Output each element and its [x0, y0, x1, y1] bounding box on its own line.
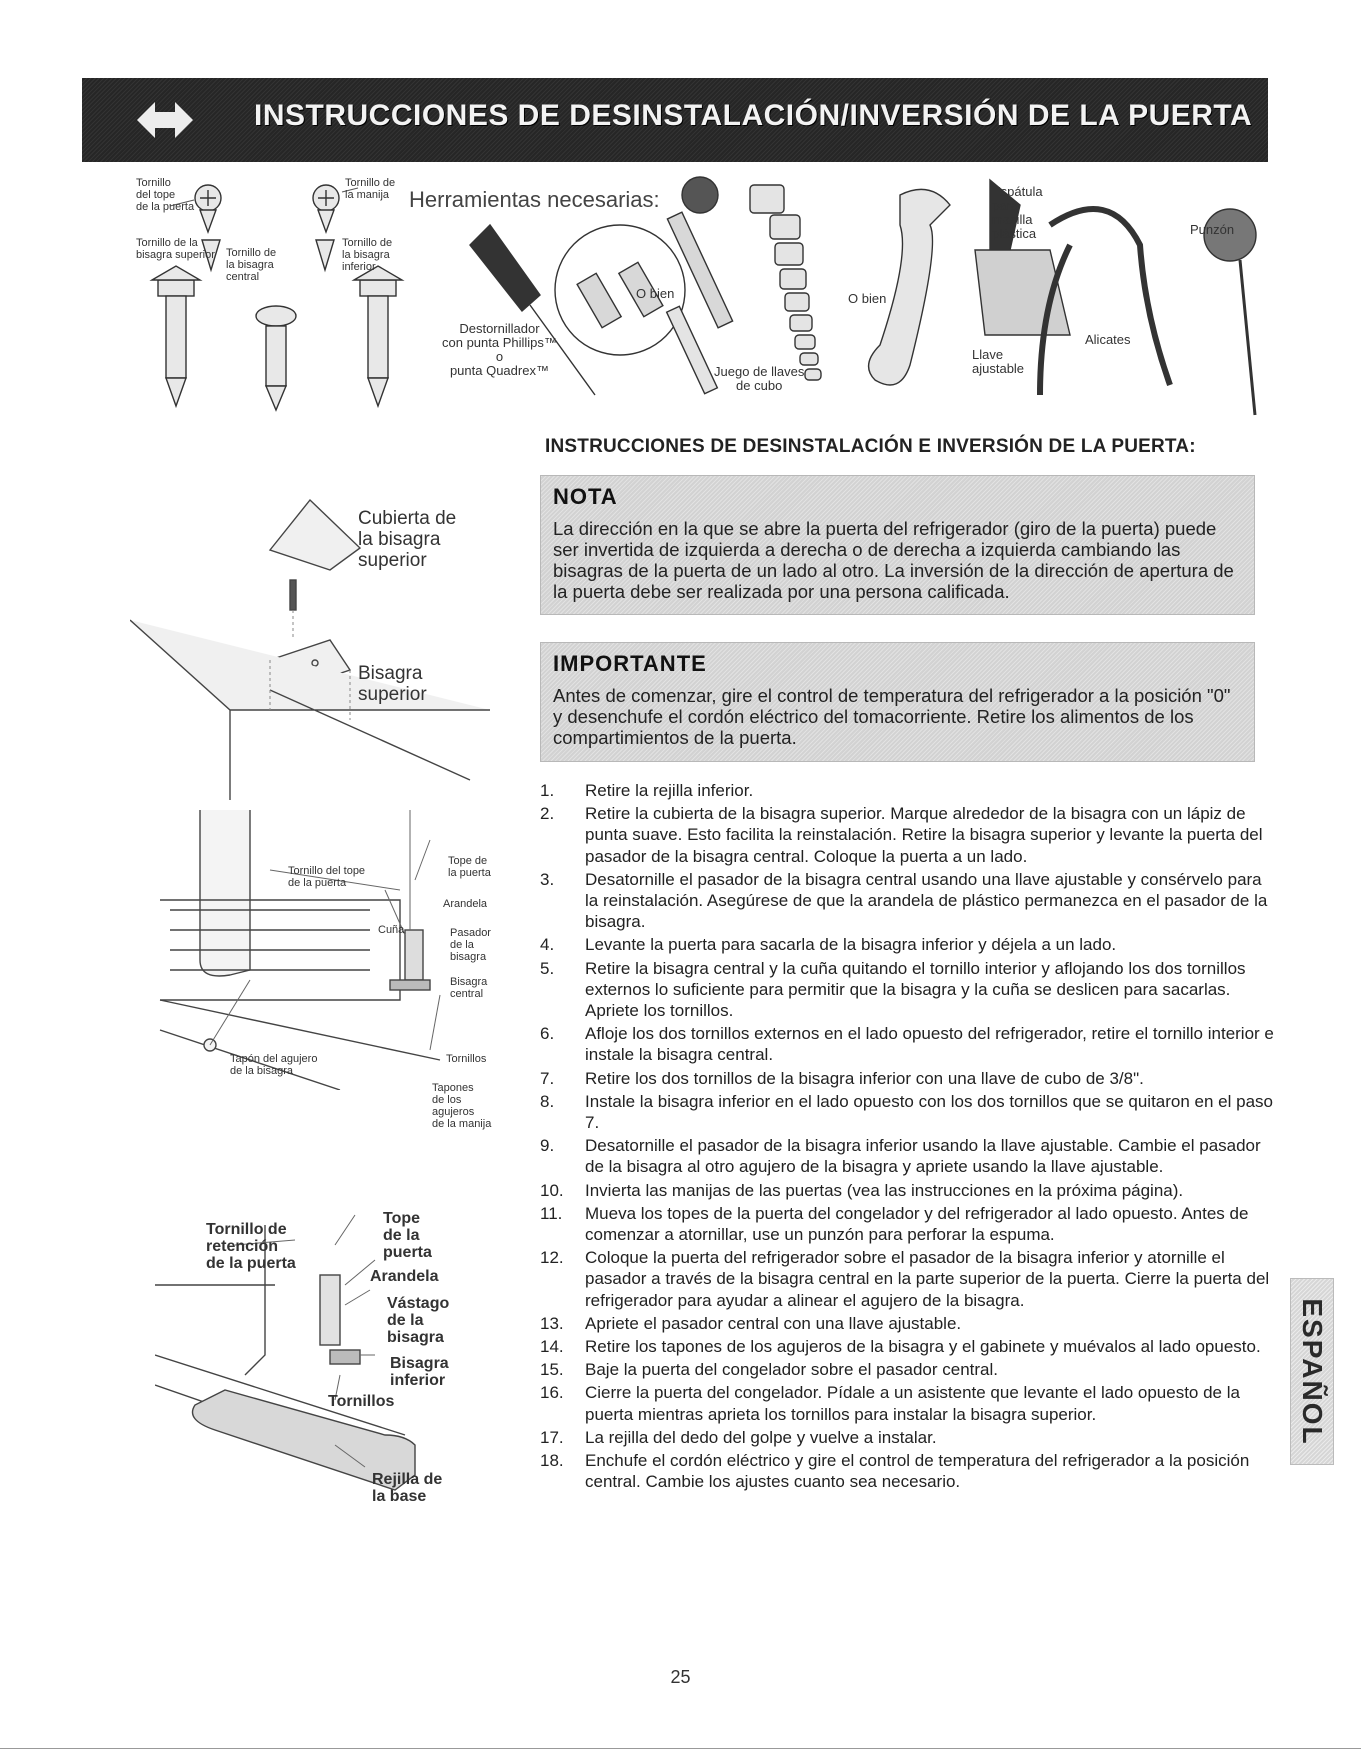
hinge-cover-label: Cubierta de la bisagra superior — [358, 508, 457, 571]
wrench-label: Llave ajustable — [972, 347, 1025, 376]
list-item: 9. Desatornille el pasador de la bisagra inferior usando la llave ajustable. Cambie el pasador de la bisagra al otro agujero de la bisagra y apriete usando la llave ajustable. — [540, 1136, 1261, 1177]
footer-divider — [0, 1748, 1361, 1749]
bot-base-grille-label: Rejilla de la base — [372, 1471, 443, 1505]
mid-door-stop-label: Tope de la puerta — [448, 855, 491, 879]
mid-center-hinge-label: Bisagra central — [450, 976, 488, 1000]
bot-retention-screw-label: Tornillo de retención de la puerta — [206, 1221, 296, 1272]
list-item: 15. Baje la puerta del congelador sobre el pasador central. — [540, 1360, 998, 1380]
list-item: 13. Apriete el pasador central con una llave ajustable. — [540, 1313, 962, 1333]
list-item: 8. Instale la bisagra inferior en el lado opuesto con los dos tornillos que se quitaron en el paso 7. — [540, 1091, 1273, 1133]
list-item: 17. La rejilla del dedo del golpe y vuelve a instalar. — [540, 1427, 937, 1447]
language-label: ESPAÑOL — [1297, 1297, 1328, 1446]
list-item: 2. Retire la cubierta de la bisagra superior. Marque alrededor de la bisagra con un lápiz de punta suave. Esto facilita la reinstalación. Retire la bisagra superior y levante la puerta del pasador de la bisagra central. Coloque la puerta a un lado. — [540, 804, 1263, 866]
top-hinge-label: Bisagra superior — [358, 663, 427, 705]
list-item: 16. Cierre la puerta del congelador. Pídale a un asistente que levante el lado opuesto de la puerta mientras aprieta los tornillos para instalar la bisagra superior. — [540, 1383, 1240, 1424]
bot-washer-label: Arandela — [370, 1268, 439, 1285]
list-item: 11. Mueva los topes de la puerta del congelador y del refrigerador al lado opuesto. Antes de comenzar a atornillar, use un punzón para perforar la espuma. — [540, 1203, 1249, 1245]
important-box — [540, 642, 1255, 762]
center-hinge-screw-label: Tornillo de la bisagra central — [226, 247, 277, 283]
list-item: 12. Coloque la puerta del refrigerador sobre el pasador de la bisagra inferior y atornille el pasador a través de la bisagra central en la parte superior de la puerta. Cierre la puerta del refrigerador para ayudar a alinear el agujero de la bisagra. — [540, 1248, 1270, 1310]
list-item: 7. Retire los dos tornillos de la bisagra inferior con una llave de cubo de 3/8". — [540, 1068, 1144, 1088]
handle-screw-label: Tornillo de la manija — [345, 177, 396, 201]
upper-hinge-screw-label: Tornillo de la bisagra superior — [136, 237, 215, 261]
list-item: 6. Afloje los dos tornillos externos en el lado opuesto del refrigerador, retire el tornillo interior e instale la bisagra central. — [540, 1024, 1274, 1065]
list-item: 18. Enchufe el cordón eléctrico y gire el control de temperatura del refrigerador a la posición central. Cambie los ajustes cuanto sea necesario. — [540, 1451, 1250, 1492]
list-item: 3. Desatornille el pasador de la bisagra central usando una llave ajustable y consérvelo para la reinstalación. Asegúrese de que la arandela de plástico permanezca en el pasador de la bisagra. — [540, 869, 1268, 932]
page-number: 25 — [670, 1667, 691, 1687]
mid-door-stop-screw-label: Tornillo del tope de la puerta — [288, 865, 366, 889]
list-item: 10. Invierta las manijas de las puertas (vea las instrucciones en la próxima página). — [540, 1180, 1184, 1200]
socket-set-label: Juego de llaves de cubo — [714, 364, 805, 393]
or-label-2: O bien — [848, 291, 887, 306]
door-stop-screw-label: Tornillo del tope de la puerta — [136, 177, 195, 213]
note-text: La dirección en la que se abre la puerta del refrigerador (giro de la puerta) puede ser invertida de izquierda a derecha o de derecha a izquierda cambiando las bisagras de la puerta de un lado al otro. La inversión de la dirección de apertura de la puerta debe ser realizada por una persona calificada. — [553, 518, 1234, 602]
section-heading: INSTRUCCIONES DE DESINSTALACIÓN E INVERSIÓN DE LA PUERTA: — [545, 436, 1196, 457]
list-item: 4. Levante la puerta para sacarla de la bisagra inferior y déjela a un lado. — [540, 935, 1117, 955]
lower-hinge-screw-label: Tornillo de la bisagra inferior — [342, 237, 393, 273]
important-heading: IMPORTANTE — [553, 651, 707, 676]
mid-hinge-hole-plug-label: Tapón del agujero de la bisagra — [230, 1053, 318, 1077]
note-box — [540, 475, 1255, 615]
screwdriver-label: Destornillador con punta Phillips™ o punta Quadrex™ — [442, 321, 557, 378]
title-banner — [82, 78, 1268, 162]
instruction-steps — [540, 780, 1275, 1495]
list-item: 14. Retire los tapones de los agujeros de la bisagra y el gabinete y muévalos al lado opuesto. — [540, 1337, 1261, 1357]
note-heading: NOTA — [553, 484, 618, 509]
list-item: 1. Retire la rejilla inferior. — [540, 781, 754, 800]
tools-illustration — [430, 165, 1260, 420]
bot-hinge-stem-label: Vástago de la bisagra — [387, 1295, 450, 1346]
double-arrow-icon — [137, 98, 193, 142]
bot-lower-hinge-label: Bisagra inferior — [390, 1355, 449, 1389]
or-label-1: O bien — [636, 286, 675, 301]
mid-washer-label: Arandela — [443, 898, 488, 910]
pliers-label: Alicates — [1085, 332, 1131, 347]
putty-knife-label: Espátula para masilla plástica — [992, 184, 1043, 241]
bot-screws-label: Tornillos — [328, 1393, 395, 1410]
mid-screws-label: Tornillos — [446, 1053, 487, 1065]
tools-title: Herramientas necesarias: — [409, 187, 660, 212]
list-item: 5. Retire la bisagra central y la cuña quitando el tornillo interior y aflojando los dos tornillos externos lo suficiente para permitir que la bisagra y la cuña se deslicen para sacarlas. Apriete los tornillos. — [540, 958, 1246, 1021]
awl-label: Punzón — [1190, 222, 1235, 237]
important-text: Antes de comenzar, gire el control de temperatura del refrigerador a la posición "0" y desenchufe el cordón eléctrico del tomacorriente. Retire los alimentos de los compartimientos de la puerta. — [553, 685, 1231, 748]
bot-door-stop-label: Tope de la puerta — [383, 1210, 432, 1261]
mid-shim-label: Cuña — [378, 924, 405, 936]
page-title: INSTRUCCIONES DE DESINSTALACIÓN/INVERSIÓN DE LA PUERTA — [254, 99, 1253, 132]
mid-hinge-pin-label: Pasador de la bisagra — [450, 927, 491, 963]
mid-handle-hole-plugs-label: Tapones de los agujeros de la manija — [432, 1082, 492, 1130]
language-side-tab — [1290, 1278, 1334, 1465]
